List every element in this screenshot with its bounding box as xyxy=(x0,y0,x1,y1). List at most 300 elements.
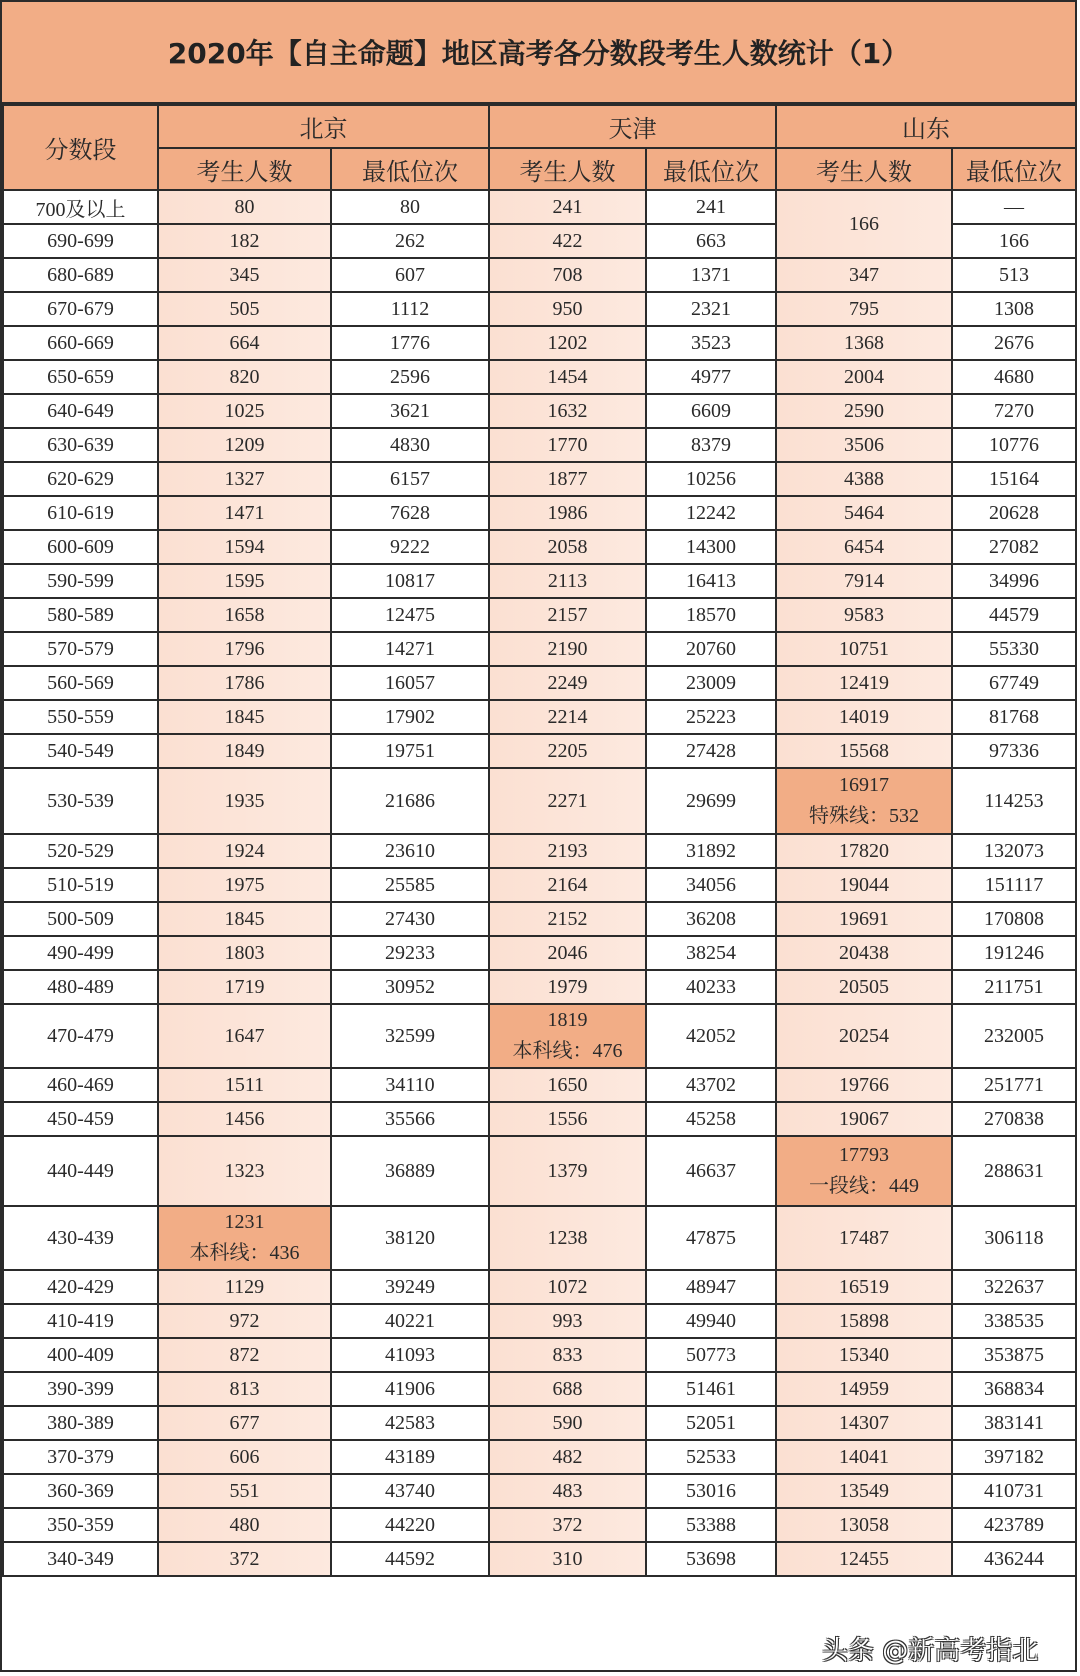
beijing-count-cell: 1511 xyxy=(158,1068,331,1102)
tianjin-rank-cell: 23009 xyxy=(646,666,776,700)
shandong-count-cell: 17820 xyxy=(776,834,952,868)
shandong-count-cell: 9583 xyxy=(776,598,952,632)
table-row xyxy=(3,1136,1076,1206)
table-row xyxy=(3,258,1076,292)
beijing-count-cell: 1719 xyxy=(158,970,331,1004)
score-range-cell: 450-459 xyxy=(3,1102,158,1136)
tianjin-rank-cell: 1371 xyxy=(646,258,776,292)
shandong-rank-cell: 270838 xyxy=(952,1102,1076,1136)
beijing-count-cell: 1796 xyxy=(158,632,331,666)
shandong-rank-cell: 27082 xyxy=(952,530,1076,564)
cutoff-note: 一段线：449 xyxy=(809,1175,919,1197)
shandong-rank-cell: 44579 xyxy=(952,598,1076,632)
score-range-cell: 660-669 xyxy=(3,326,158,360)
shandong-count-cell: 13549 xyxy=(776,1474,952,1508)
shandong-rank-cell: 288631 xyxy=(952,1136,1076,1206)
tianjin-count-cell: 422 xyxy=(489,224,646,258)
tianjin-rank-cell: 40233 xyxy=(646,970,776,1004)
tianjin-rank-cell: 18570 xyxy=(646,598,776,632)
shandong-rank-cell: 423789 xyxy=(952,1508,1076,1542)
beijing-rank-cell: 42583 xyxy=(331,1406,489,1440)
beijing-count-cell: 1594 xyxy=(158,530,331,564)
beijing-rank-cell: 44220 xyxy=(331,1508,489,1542)
table-row xyxy=(3,190,1076,224)
table-row xyxy=(3,970,1076,1004)
beijing-count-cell: 1845 xyxy=(158,902,331,936)
shandong-count-cell: 2590 xyxy=(776,394,952,428)
beijing-rank-cell: 7628 xyxy=(331,496,489,530)
beijing-count-cell: 1658 xyxy=(158,598,331,632)
shandong-count-cell: 7914 xyxy=(776,564,952,598)
shandong-rank-cell: 232005 xyxy=(952,1004,1076,1068)
tianjin-count-cell: 2249 xyxy=(489,666,646,700)
tianjin-count-cell: 372 xyxy=(489,1508,646,1542)
shandong-count-cell: 13058 xyxy=(776,1508,952,1542)
beijing-count-cell: 1129 xyxy=(158,1270,331,1304)
tianjin-count-cell: 1072 xyxy=(489,1270,646,1304)
shandong-count-cell: 4388 xyxy=(776,462,952,496)
tianjin-count-cell: 2152 xyxy=(489,902,646,936)
table-row xyxy=(3,868,1076,902)
table-row xyxy=(3,1338,1076,1372)
score-range-cell: 670-679 xyxy=(3,292,158,326)
score-range-cell: 440-449 xyxy=(3,1136,158,1206)
beijing-rank-cell: 43740 xyxy=(331,1474,489,1508)
tianjin-count-cell: 833 xyxy=(489,1338,646,1372)
score-range-cell: 480-489 xyxy=(3,970,158,1004)
beijing-count-cell: 1924 xyxy=(158,834,331,868)
shandong-count-cell: 14041 xyxy=(776,1440,952,1474)
table-row xyxy=(3,1542,1076,1576)
watermark: 头条 @新高考指北 xyxy=(822,1636,1039,1666)
shandong-count-cell: 17487 xyxy=(776,1206,952,1270)
shandong-count-cell: 1368 xyxy=(776,326,952,360)
tianjin-count-cell: 1379 xyxy=(489,1136,646,1206)
beijing-count-cell: 345 xyxy=(158,258,331,292)
beijing-rank-cell: 1112 xyxy=(331,292,489,326)
tianjin-count-cell: 1454 xyxy=(489,360,646,394)
shandong-count-cutoff-cell xyxy=(776,768,952,834)
score-range-cell: 510-519 xyxy=(3,868,158,902)
tianjin-rank-cell: 47875 xyxy=(646,1206,776,1270)
table-row xyxy=(3,564,1076,598)
shandong-rank-cell: 368834 xyxy=(952,1372,1076,1406)
tianjin-rank-cell: 42052 xyxy=(646,1004,776,1068)
tianjin-count-cell: 2164 xyxy=(489,868,646,902)
tianjin-rank-cell: 27428 xyxy=(646,734,776,768)
table-row xyxy=(3,496,1076,530)
tianjin-count-cutoff-cell xyxy=(489,1004,646,1068)
shandong-rank-cell: 7270 xyxy=(952,394,1076,428)
shandong-count-cell: 10751 xyxy=(776,632,952,666)
beijing-rank-cell: 29233 xyxy=(331,936,489,970)
beijing-rank-cell: 14271 xyxy=(331,632,489,666)
shandong-count-cell: 16519 xyxy=(776,1270,952,1304)
beijing-rank-cell: 34110 xyxy=(331,1068,489,1102)
beijing-rank-cell: 16057 xyxy=(331,666,489,700)
tianjin-rank-cell: 43702 xyxy=(646,1068,776,1102)
table-row xyxy=(3,326,1076,360)
beijing-rank-cell: 4830 xyxy=(331,428,489,462)
cutoff-note: 本科线：436 xyxy=(189,1242,300,1264)
shandong-rank-cell: 97336 xyxy=(952,734,1076,768)
table-row xyxy=(3,1102,1076,1136)
header-shandong-count: 考生人数 xyxy=(776,148,952,190)
tianjin-count-cell: 2157 xyxy=(489,598,646,632)
shandong-count-cell: 795 xyxy=(776,292,952,326)
beijing-rank-cell: 30952 xyxy=(331,970,489,1004)
score-range-cell: 580-589 xyxy=(3,598,158,632)
table-row xyxy=(3,936,1076,970)
shandong-rank-cell: 34996 xyxy=(952,564,1076,598)
tianjin-rank-cell: 34056 xyxy=(646,868,776,902)
score-range-cell: 420-429 xyxy=(3,1270,158,1304)
shandong-rank-cell: 15164 xyxy=(952,462,1076,496)
tianjin-rank-cell: 53698 xyxy=(646,1542,776,1576)
shandong-rank-cell: 251771 xyxy=(952,1068,1076,1102)
tianjin-count-cell: 2271 xyxy=(489,768,646,834)
tianjin-rank-cell: 16413 xyxy=(646,564,776,598)
shandong-rank-cell: 10776 xyxy=(952,428,1076,462)
shandong-rank-cell: 191246 xyxy=(952,936,1076,970)
beijing-rank-cell: 12475 xyxy=(331,598,489,632)
tianjin-count-cell: 1238 xyxy=(489,1206,646,1270)
beijing-count-cell: 1849 xyxy=(158,734,331,768)
score-range-cell: 600-609 xyxy=(3,530,158,564)
beijing-count-cell: 1456 xyxy=(158,1102,331,1136)
score-range-cell: 390-399 xyxy=(3,1372,158,1406)
shandong-count-cell: 6454 xyxy=(776,530,952,564)
tianjin-count-cell: 241 xyxy=(489,190,646,224)
shandong-rank-cell: 20628 xyxy=(952,496,1076,530)
beijing-rank-cell: 43189 xyxy=(331,1440,489,1474)
beijing-rank-cell: 41906 xyxy=(331,1372,489,1406)
score-range-cell: 650-659 xyxy=(3,360,158,394)
shandong-count-cell: 5464 xyxy=(776,496,952,530)
table-row xyxy=(3,360,1076,394)
table-row xyxy=(3,1068,1076,1102)
beijing-rank-cell: 39249 xyxy=(331,1270,489,1304)
beijing-count-cell: 1025 xyxy=(158,394,331,428)
table-row xyxy=(3,632,1076,666)
tianjin-count-cell: 1202 xyxy=(489,326,646,360)
header-tianjin-count: 考生人数 xyxy=(489,148,646,190)
beijing-rank-cell: 25585 xyxy=(331,868,489,902)
header-beijing-rank: 最低位次 xyxy=(331,148,489,190)
table-row xyxy=(3,462,1076,496)
shandong-rank-cell: 513 xyxy=(952,258,1076,292)
header-region-tianjin: 天津 xyxy=(489,105,776,148)
table-row xyxy=(3,1270,1076,1304)
tianjin-rank-cell: 4977 xyxy=(646,360,776,394)
shandong-rank-cell: 4680 xyxy=(952,360,1076,394)
shandong-rank-cell: 151117 xyxy=(952,868,1076,902)
table-row xyxy=(3,1304,1076,1338)
beijing-count-cell: 1209 xyxy=(158,428,331,462)
table-row xyxy=(3,1206,1076,1270)
table-row xyxy=(3,428,1076,462)
beijing-rank-cell: 27430 xyxy=(331,902,489,936)
table-row xyxy=(3,394,1076,428)
shandong-rank-cell: 55330 xyxy=(952,632,1076,666)
score-range-cell: 430-439 xyxy=(3,1206,158,1270)
beijing-rank-cell: 36889 xyxy=(331,1136,489,1206)
beijing-count-cell: 664 xyxy=(158,326,331,360)
beijing-rank-cell: 262 xyxy=(331,224,489,258)
beijing-rank-cell: 3621 xyxy=(331,394,489,428)
score-range-cell: 370-379 xyxy=(3,1440,158,1474)
shandong-rank-cell: 1308 xyxy=(952,292,1076,326)
score-range-cell: 540-549 xyxy=(3,734,158,768)
tianjin-rank-cell: 52051 xyxy=(646,1406,776,1440)
shandong-count-cell: 20254 xyxy=(776,1004,952,1068)
tianjin-rank-cell: 2321 xyxy=(646,292,776,326)
score-range-cell: 360-369 xyxy=(3,1474,158,1508)
shandong-rank-cell: 353875 xyxy=(952,1338,1076,1372)
table-row xyxy=(3,768,1076,834)
tianjin-count-cell: 1986 xyxy=(489,496,646,530)
tianjin-rank-cell: 53388 xyxy=(646,1508,776,1542)
beijing-count-cell: 372 xyxy=(158,1542,331,1576)
table-row xyxy=(3,902,1076,936)
tianjin-count-cell: 2190 xyxy=(489,632,646,666)
tianjin-rank-cell: 12242 xyxy=(646,496,776,530)
beijing-rank-cell: 40221 xyxy=(331,1304,489,1338)
table-row xyxy=(3,734,1076,768)
tianjin-rank-cell: 49940 xyxy=(646,1304,776,1338)
beijing-rank-cell: 38120 xyxy=(331,1206,489,1270)
shandong-rank-cell: 132073 xyxy=(952,834,1076,868)
beijing-count-cell: 1803 xyxy=(158,936,331,970)
tianjin-count-cell: 1979 xyxy=(489,970,646,1004)
shandong-count-cell: 14307 xyxy=(776,1406,952,1440)
shandong-count-cell: 14019 xyxy=(776,700,952,734)
score-range-cell: 460-469 xyxy=(3,1068,158,1102)
shandong-rank-cell: 397182 xyxy=(952,1440,1076,1474)
beijing-count-cell: 1786 xyxy=(158,666,331,700)
tianjin-count-cell: 2113 xyxy=(489,564,646,598)
beijing-count-cell: 820 xyxy=(158,360,331,394)
score-range-cell: 680-689 xyxy=(3,258,158,292)
tianjin-rank-cell: 50773 xyxy=(646,1338,776,1372)
table-row xyxy=(3,700,1076,734)
tianjin-rank-cell: 48947 xyxy=(646,1270,776,1304)
tianjin-rank-cell: 51461 xyxy=(646,1372,776,1406)
header-shandong-rank: 最低位次 xyxy=(952,148,1076,190)
tianjin-rank-cell: 14300 xyxy=(646,530,776,564)
header-score-range: 分数段 xyxy=(3,105,158,190)
score-range-cell: 590-599 xyxy=(3,564,158,598)
beijing-count-cell: 1975 xyxy=(158,868,331,902)
tianjin-rank-cell: 45258 xyxy=(646,1102,776,1136)
shandong-count-cell: 3506 xyxy=(776,428,952,462)
score-range-cell: 520-529 xyxy=(3,834,158,868)
shandong-rank-cell: 2676 xyxy=(952,326,1076,360)
beijing-rank-cell: 19751 xyxy=(331,734,489,768)
beijing-rank-cell: 35566 xyxy=(331,1102,489,1136)
tianjin-count-cell: 1877 xyxy=(489,462,646,496)
tianjin-count-cell: 1650 xyxy=(489,1068,646,1102)
beijing-count-cell: 1595 xyxy=(158,564,331,598)
table-body xyxy=(3,190,1076,1576)
tianjin-count-cell: 2205 xyxy=(489,734,646,768)
beijing-count-cell: 972 xyxy=(158,1304,331,1338)
tianjin-rank-cell: 25223 xyxy=(646,700,776,734)
score-range-cell: 700及以上 xyxy=(3,190,158,224)
shandong-rank-cell: 114253 xyxy=(952,768,1076,834)
table-row xyxy=(3,598,1076,632)
table-row xyxy=(3,666,1076,700)
tianjin-rank-cell: 20760 xyxy=(646,632,776,666)
score-range-cell: 410-419 xyxy=(3,1304,158,1338)
tianjin-rank-cell: 10256 xyxy=(646,462,776,496)
count-value: 1231 xyxy=(224,1211,265,1233)
beijing-count-cell: 1323 xyxy=(158,1136,331,1206)
tianjin-rank-cell: 29699 xyxy=(646,768,776,834)
shandong-count-cell: 2004 xyxy=(776,360,952,394)
beijing-count-cell: 1935 xyxy=(158,768,331,834)
tianjin-count-cell: 310 xyxy=(489,1542,646,1576)
beijing-rank-cell: 2596 xyxy=(331,360,489,394)
tianjin-count-cell: 483 xyxy=(489,1474,646,1508)
score-range-cell: 470-479 xyxy=(3,1004,158,1068)
tianjin-rank-cell: 36208 xyxy=(646,902,776,936)
header-tianjin-rank: 最低位次 xyxy=(646,148,776,190)
beijing-count-cell: 1647 xyxy=(158,1004,331,1068)
beijing-count-cell: 677 xyxy=(158,1406,331,1440)
tianjin-count-cell: 950 xyxy=(489,292,646,326)
tianjin-count-cell: 2058 xyxy=(489,530,646,564)
tianjin-rank-cell: 6609 xyxy=(646,394,776,428)
beijing-rank-cell: 17902 xyxy=(331,700,489,734)
score-range-cell: 500-509 xyxy=(3,902,158,936)
tianjin-count-cell: 2193 xyxy=(489,834,646,868)
score-range-cell: 690-699 xyxy=(3,224,158,258)
beijing-rank-cell: 10817 xyxy=(331,564,489,598)
tianjin-count-cell: 2214 xyxy=(489,700,646,734)
beijing-rank-cell: 23610 xyxy=(331,834,489,868)
shandong-rank-cell: 211751 xyxy=(952,970,1076,1004)
shandong-count-cell: 19067 xyxy=(776,1102,952,1136)
shandong-count-cell: 166 xyxy=(776,190,952,258)
tianjin-rank-cell: 663 xyxy=(646,224,776,258)
table-row xyxy=(3,292,1076,326)
header-region-shandong: 山东 xyxy=(776,105,1076,148)
shandong-count-cell: 15898 xyxy=(776,1304,952,1338)
tianjin-rank-cell: 53016 xyxy=(646,1474,776,1508)
shandong-count-cell: 19044 xyxy=(776,868,952,902)
table-row xyxy=(3,1372,1076,1406)
shandong-rank-cell: 322637 xyxy=(952,1270,1076,1304)
tianjin-count-cell: 993 xyxy=(489,1304,646,1338)
beijing-count-cell: 551 xyxy=(158,1474,331,1508)
shandong-count-cell: 15568 xyxy=(776,734,952,768)
cutoff-note: 特殊线：532 xyxy=(809,805,919,827)
tianjin-count-cell: 688 xyxy=(489,1372,646,1406)
shandong-count-cell: 19766 xyxy=(776,1068,952,1102)
shandong-rank-cell: 170808 xyxy=(952,902,1076,936)
shandong-count-cell: 19691 xyxy=(776,902,952,936)
beijing-count-cell: 813 xyxy=(158,1372,331,1406)
shandong-rank-cell: 383141 xyxy=(952,1406,1076,1440)
shandong-rank-cell: 81768 xyxy=(952,700,1076,734)
beijing-rank-cell: 44592 xyxy=(331,1542,489,1576)
tianjin-rank-cell: 8379 xyxy=(646,428,776,462)
beijing-rank-cell: 32599 xyxy=(331,1004,489,1068)
shandong-rank-cell: 338535 xyxy=(952,1304,1076,1338)
beijing-count-cell: 872 xyxy=(158,1338,331,1372)
beijing-rank-cell: 6157 xyxy=(331,462,489,496)
beijing-count-cell: 1471 xyxy=(158,496,331,530)
beijing-rank-cell: 9222 xyxy=(331,530,489,564)
table-row xyxy=(3,1440,1076,1474)
shandong-count-cell: 12455 xyxy=(776,1542,952,1576)
score-range-cell: 380-389 xyxy=(3,1406,158,1440)
shandong-count-cell: 12419 xyxy=(776,666,952,700)
tianjin-rank-cell: 38254 xyxy=(646,936,776,970)
score-range-cell: 610-619 xyxy=(3,496,158,530)
beijing-count-cell: 80 xyxy=(158,190,331,224)
tianjin-count-cell: 2046 xyxy=(489,936,646,970)
score-range-cell: 340-349 xyxy=(3,1542,158,1576)
score-range-cell: 400-409 xyxy=(3,1338,158,1372)
tianjin-count-cell: 1556 xyxy=(489,1102,646,1136)
tianjin-rank-cell: 241 xyxy=(646,190,776,224)
score-range-cell: 490-499 xyxy=(3,936,158,970)
shandong-rank-cell: — xyxy=(952,190,1076,224)
table-row xyxy=(3,1508,1076,1542)
tianjin-count-cell: 1632 xyxy=(489,394,646,428)
shandong-rank-cell: 436244 xyxy=(952,1542,1076,1576)
shandong-count-cell: 14959 xyxy=(776,1372,952,1406)
beijing-count-cell: 1327 xyxy=(158,462,331,496)
count-value: 1819 xyxy=(547,1009,588,1031)
beijing-rank-cell: 80 xyxy=(331,190,489,224)
tianjin-rank-cell: 3523 xyxy=(646,326,776,360)
score-range-cell: 640-649 xyxy=(3,394,158,428)
score-range-cell: 630-639 xyxy=(3,428,158,462)
shandong-count-cell: 347 xyxy=(776,258,952,292)
page-title: 2020年【自主命题】地区高考各分数段考生人数统计（1） xyxy=(2,2,1075,104)
score-range-cell: 560-569 xyxy=(3,666,158,700)
beijing-count-cell: 505 xyxy=(158,292,331,326)
beijing-rank-cell: 607 xyxy=(331,258,489,292)
score-range-cell: 620-629 xyxy=(3,462,158,496)
header-beijing-count: 考生人数 xyxy=(158,148,331,190)
count-value: 17793 xyxy=(839,1144,889,1166)
shandong-rank-cell: 166 xyxy=(952,224,1076,258)
table-row xyxy=(3,1004,1076,1068)
tianjin-rank-cell: 46637 xyxy=(646,1136,776,1206)
shandong-rank-cell: 67749 xyxy=(952,666,1076,700)
table-row xyxy=(3,1474,1076,1508)
table-row xyxy=(3,530,1076,564)
score-range-cell: 530-539 xyxy=(3,768,158,834)
count-value: 16917 xyxy=(839,774,889,796)
beijing-count-cell: 1845 xyxy=(158,700,331,734)
shandong-rank-cell: 306118 xyxy=(952,1206,1076,1270)
shandong-count-cell: 15340 xyxy=(776,1338,952,1372)
tianjin-count-cell: 590 xyxy=(489,1406,646,1440)
shandong-count-cell: 20438 xyxy=(776,936,952,970)
score-range-cell: 550-559 xyxy=(3,700,158,734)
table-row xyxy=(3,1406,1076,1440)
score-range-cell: 570-579 xyxy=(3,632,158,666)
tianjin-rank-cell: 52533 xyxy=(646,1440,776,1474)
beijing-count-cutoff-cell xyxy=(158,1206,331,1270)
table-row xyxy=(3,834,1076,868)
score-range-cell: 350-359 xyxy=(3,1508,158,1542)
